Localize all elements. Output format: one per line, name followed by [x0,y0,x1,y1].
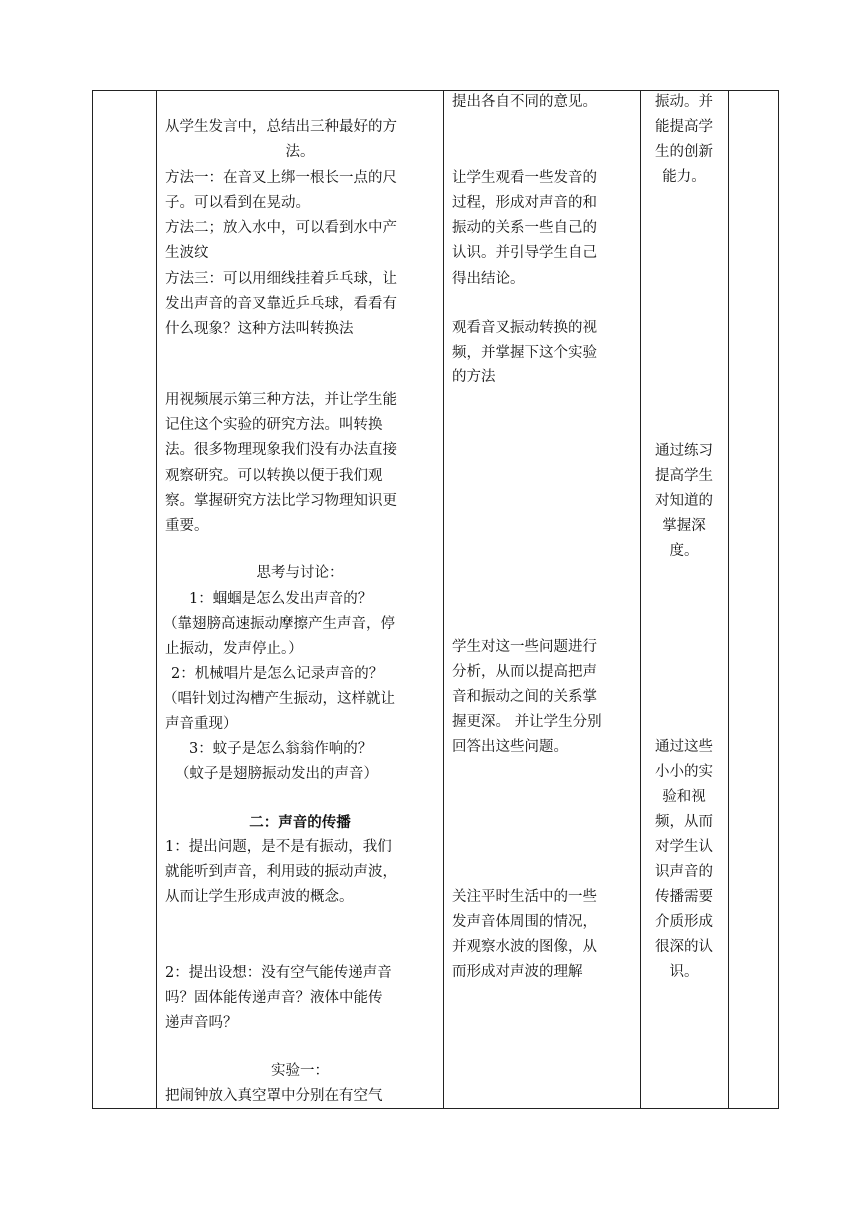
text-line: 法。 [285,144,315,160]
text-line: 小小的实 [655,764,713,780]
text-line: 提高学生 [655,468,713,484]
text-line: 能力。 [662,169,706,185]
text-line: 发声音体周围的情况， [452,914,597,930]
text-line: 生的创新 [655,144,713,160]
text-line: 识。 [669,964,699,980]
text-line: 从学生发言中，总结出三种最好的方 [165,119,397,135]
text-line: 声音重现） [165,716,238,732]
text-line: 回答出这些问题。 [452,739,568,755]
text-line: 识声音的 [655,864,713,880]
text-line: （唱针划过沟槽产生振动，这样就让 [163,691,395,707]
table-border-bottom [92,1108,779,1109]
text-line: 2：提出设想：没有空气能传递声音 [165,965,392,981]
text-line: 握更深。 并让学生分别 [452,714,602,730]
text-line: 通过练习 [655,443,713,459]
text-line: 1：提出问题，是不是有振动，我们 [165,839,392,855]
text-line: 通过这些 [655,739,713,755]
text-line: 把闹钟放入真空罩中分别在有空气 [165,1088,383,1104]
text-line: 掌握深 [662,518,706,534]
text-line: 认识。并引导学生自己 [452,245,597,261]
text-line: 振动。并 [655,94,713,110]
text-line: 频，并掌握下这个实验 [452,345,597,361]
text-line: 子。可以看到在晃动。 [165,195,310,211]
text-line: 方法二；放入水中，可以看到水中产 [165,220,397,236]
text-line: 察。掌握研究方法比学习物理知识更 [165,493,397,509]
text-line: 频，从而 [655,814,713,830]
text-line: 提出各自不同的意见。 [452,94,597,110]
text-line: 音和振动之间的关系掌 [452,689,597,705]
text-line: 方法三：可以用细线挂着乒乓球，让 [165,271,397,287]
text-line: 让学生观看一些发音的 [452,170,597,186]
text-line: 方法一：在音叉上绑一根长一点的尺 [165,170,397,186]
table-border-right [778,90,779,1108]
text-line: 得出结论。 [452,271,525,287]
text-line: 法。很多物理现象我们没有办法直接 [165,442,397,458]
section-heading: 二：声音的传播 [249,814,351,831]
text-line: 吗？固体能传递声音？液体中能传 [165,990,383,1006]
text-line: 并观察水波的图像，从 [452,939,597,955]
teacher-activity-cell [157,90,443,1108]
text-line: 止振动，发声停止。） [165,641,303,657]
text-line: 对知道的 [655,493,713,509]
text-line: 用视频展示第三种方法，并让学生能 [165,392,397,408]
text-line: 传播需要 [655,889,713,905]
text-line: （蚊子是翅膀振动发出的声音） [175,766,378,782]
text-line: 振动的关系一些自己的 [452,220,597,236]
text-line: 生波纹 [165,245,209,261]
text-line: 从而让学生形成声波的概念。 [165,889,354,905]
text-line: 关注平时生活中的一些 [452,889,597,905]
student-activity-cell [444,90,640,1108]
text-line: 重要。 [165,518,209,534]
text-line: 介质形成 [655,914,713,930]
text-line: 过程，形成对声音的和 [452,195,597,211]
text-line: 2：机械唱片是怎么记录声音的？ [171,666,384,682]
text-line: 分析，从而以提高把声 [452,664,597,680]
text-line: 对学生认 [655,839,713,855]
text-line: （靠翅膀高速振动摩擦产生声音，停 [163,616,395,632]
text-line: 观看音叉振动转换的视 [452,320,597,336]
text-line: 1：蝈蝈是怎么发出声音的？ [189,591,373,607]
text-line: 很深的认 [655,939,713,955]
discussion-heading: 思考与讨论： [256,565,344,581]
text-line: 递声音吗？ [165,1015,238,1031]
table-border-left [92,90,93,1108]
text-line: 观察研究。可以转换以便于我们观 [165,468,383,484]
design-intent-cell [641,90,727,1108]
text-line: 能提高学 [655,119,713,135]
text-line: 记住这个实验的研究方法。叫转换 [165,417,383,433]
experiment-heading: 实验一： [271,1063,329,1079]
text-line: 就能听到声音，利用豉的振动声波， [165,864,397,880]
text-line: 发出声音的音叉靠近乒乓球，看看有 [165,296,397,312]
text-line: 而形成对声波的理解 [452,964,583,980]
text-line: 的方法 [452,369,496,385]
table-divider-4 [728,90,729,1108]
text-line: 验和视 [662,789,706,805]
text-line: 3：蚊子是怎么翁翁作响的？ [189,741,373,757]
text-line: 学生对这一些问题进行 [452,639,597,655]
text-line: 度。 [669,543,699,559]
text-line: 什么现象？这种方法叫转换法 [165,321,354,337]
